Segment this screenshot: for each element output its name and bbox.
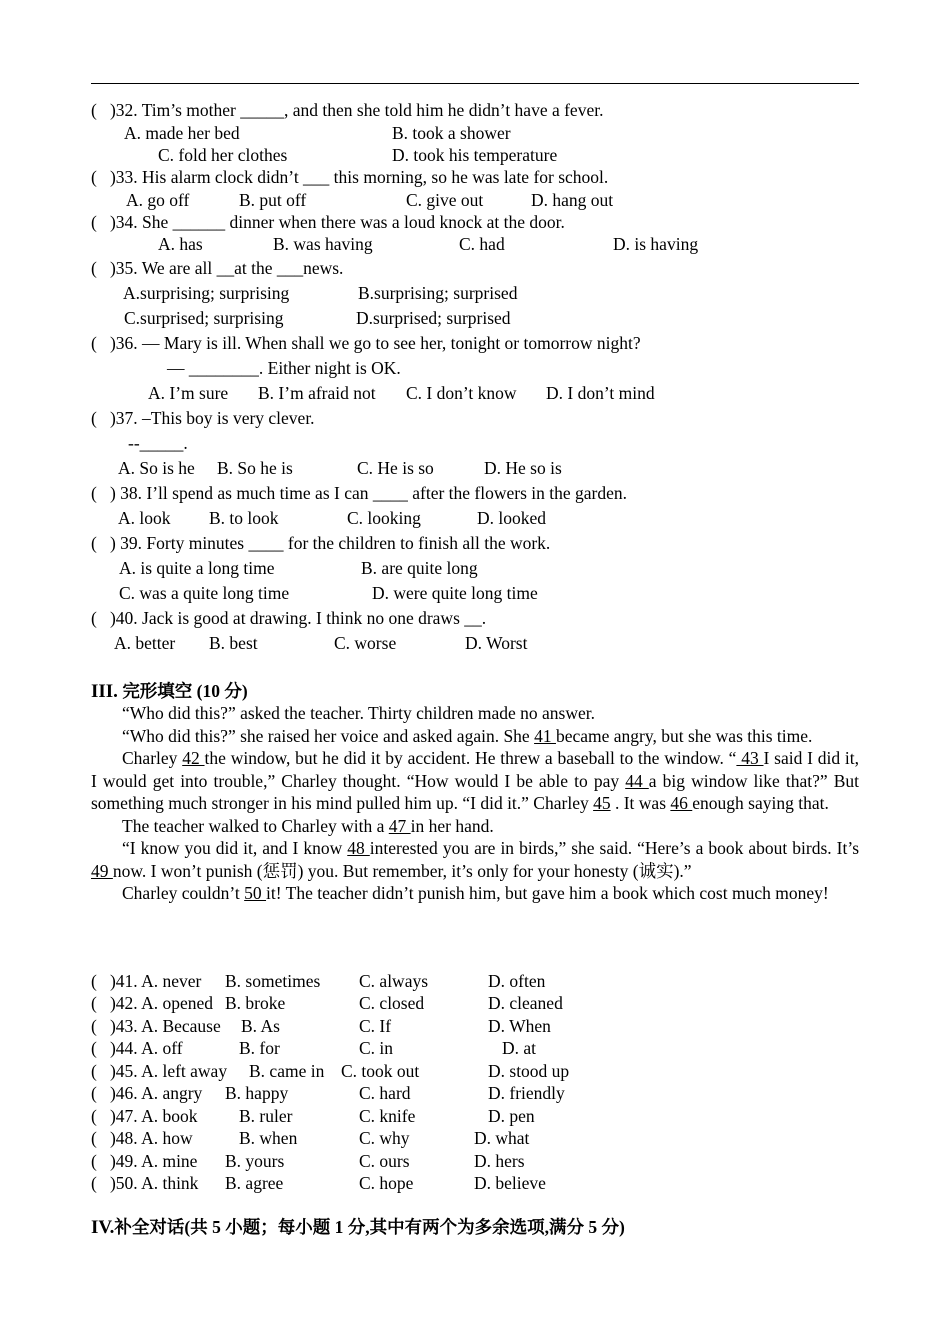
cloze-passage [91, 702, 859, 905]
option-b: B. came in [249, 1061, 325, 1081]
option-c: C. fold her clothes [158, 145, 288, 165]
option-d: D. believe [474, 1173, 546, 1193]
option-b: B. was having [273, 234, 373, 254]
option-c: C. ours [359, 1151, 410, 1171]
passage-paragraph: “I know you did it, and I know 48 interested you are in birds,” she said. “Here’s a book about birds. It’s 49 now. I won’t punish (惩罚) you. But remember, it’s only for your honesty (诚实).” [91, 838, 860, 881]
blank-42: 42 [182, 748, 205, 768]
option-a: A. is quite a long time [119, 558, 275, 578]
option-b: B. happy [225, 1083, 289, 1103]
section-4-heading: IV.补全对话(共 5 小题；每小题 1 分,其中有两个为多余选项,满分 5 分) [91, 1217, 625, 1238]
option-d: D. pen [488, 1106, 535, 1126]
option-d: D. cleaned [488, 993, 563, 1013]
option-d: D. I don’t mind [546, 383, 655, 403]
option-b: B. I’m afraid not [258, 383, 376, 403]
cloze-question-45: ( )45. A. left away [91, 1061, 228, 1081]
option-a: A. has [158, 234, 203, 254]
option-b: B.surprising; surprised [358, 283, 518, 303]
option-c: C. always [359, 971, 429, 991]
header-rule [91, 83, 859, 84]
question-39: ( ) 39. Forty minutes ____ for the children to finish all the work. [91, 533, 551, 553]
option-c: C. knife [359, 1106, 416, 1126]
option-b: B. yours [225, 1151, 285, 1171]
cloze-question-50: ( )50. A. think [91, 1173, 199, 1193]
question-33: ( )33. His alarm clock didn’t ___ this morning, so he was late for school. [91, 167, 609, 187]
blank-47: 47 [388, 815, 411, 836]
option-c: C. If [359, 1016, 392, 1036]
option-a: A. So is he [118, 458, 195, 478]
option-d: D. took his temperature [392, 145, 558, 165]
option-a: A. look [118, 508, 171, 528]
cloze-question-49: ( )49. A. mine [91, 1151, 198, 1171]
question-35: ( )35. We are all __at the ___news. [91, 258, 344, 278]
option-b: B. As [241, 1016, 280, 1036]
option-c: C. in [359, 1038, 394, 1058]
cloze-question-46: ( )46. A. angry [91, 1083, 203, 1103]
blank-41: 41 [534, 725, 556, 746]
section-3-heading: III. 完形填空 (10 分) [91, 681, 248, 702]
option-d: D. He so is [484, 458, 562, 478]
option-c: C. took out [341, 1061, 420, 1081]
option-c: C. closed [359, 993, 425, 1013]
option-c: C. had [459, 234, 505, 254]
question-37-reply: --_____. [128, 433, 188, 453]
question-37: ( )37. –This boy is very clever. [91, 408, 315, 428]
option-d: D. is having [613, 234, 699, 254]
cloze-question-47: ( )47. A. book [91, 1106, 198, 1126]
passage-paragraph: “Who did this?” she raised her voice and asked again. She 41 became angry, but she was this time. [122, 725, 813, 746]
blank-43: 43 [736, 748, 764, 768]
option-c: C. why [359, 1128, 410, 1148]
option-d: D. hang out [531, 190, 614, 210]
option-d: D. When [488, 1016, 551, 1036]
question-36: ( )36. — Mary is ill. When shall we go to see her, tonight or tomorrow night? [91, 333, 641, 353]
option-b: B. best [209, 633, 258, 653]
option-a: A.surprising; surprising [123, 283, 290, 303]
cloze-question-44: ( )44. A. off [91, 1038, 183, 1058]
cloze-question-48: ( )48. A. how [91, 1128, 193, 1148]
blank-46: 46 [670, 793, 693, 813]
option-a: A. made her bed [124, 123, 240, 143]
option-a: A. go off [126, 190, 190, 210]
question-34: ( )34. She ______ dinner when there was a loud knock at the door. [91, 212, 565, 232]
cloze-question-41: ( )41. A. never [91, 971, 202, 991]
option-c: C. give out [406, 190, 484, 210]
question-38: ( ) 38. I’ll spend as much time as I can ____ after the flowers in the garden. [91, 483, 628, 503]
option-c: C. hope [359, 1173, 414, 1193]
option-d: D. were quite long time [372, 583, 538, 603]
option-d: D. stood up [488, 1061, 570, 1081]
option-b: B. So he is [217, 458, 293, 478]
option-b: B. agree [225, 1173, 284, 1193]
option-b: B. to look [209, 508, 279, 528]
option-d: D.surprised; surprised [356, 308, 511, 328]
option-c: C. I don’t know [406, 383, 517, 403]
question-40: ( )40. Jack is good at drawing. I think no one draws __. [91, 608, 487, 628]
option-b: B. sometimes [225, 971, 321, 991]
option-d: D. what [474, 1128, 530, 1148]
option-d: D. hers [474, 1151, 525, 1171]
passage-paragraph: Charley 42 the window, but he did it by accident. He threw a baseball to the window. “ 43 I said I did it, I would get into trouble,” Charley thought. “How would I be able to pay 44 a big window like that?” But something much stronger in his mind pulled him up. “I did it.” Charley 45 . It was 46 enough saying that. [91, 748, 860, 813]
option-b: B. when [239, 1128, 298, 1148]
option-b: B. broke [225, 993, 286, 1013]
blank-45: 45 [593, 793, 611, 813]
blank-50: 50 [244, 883, 267, 903]
option-d: D. looked [477, 508, 547, 528]
option-c: C. worse [334, 633, 397, 653]
option-a: A. better [114, 633, 176, 653]
option-d: D. friendly [488, 1083, 565, 1103]
passage-paragraph: “Who did this?” asked the teacher. Thirty children made no answer. [122, 703, 595, 723]
option-c: C. was a quite long time [119, 583, 290, 603]
option-b: B. for [239, 1038, 280, 1058]
option-d: D. often [488, 971, 546, 991]
passage-paragraph: The teacher walked to Charley with a 47 in her hand. [122, 815, 494, 836]
question-36-reply: — ________. Either night is OK. [167, 358, 401, 378]
blank-44: 44 [625, 770, 649, 791]
passage-paragraph: Charley couldn’t 50 it! The teacher didn’t punish him, but gave him a book which cost much money! [122, 883, 829, 903]
option-b: B. ruler [239, 1106, 293, 1126]
cloze-question-43: ( )43. A. Because [91, 1016, 221, 1036]
cloze-question-42: ( )42. A. opened [91, 993, 213, 1013]
question-32: ( )32. Tim’s mother _____, and then she told him he didn’t have a fever. [91, 100, 604, 120]
option-c: C. looking [347, 508, 421, 528]
option-c: C.surprised; surprising [124, 308, 284, 328]
option-b: B. put off [239, 190, 307, 210]
blank-48: 48 [347, 838, 370, 858]
option-b: B. took a shower [392, 123, 511, 143]
option-b: B. are quite long [361, 558, 478, 578]
option-c: C. He is so [357, 458, 434, 478]
blank-49: 49 [91, 860, 113, 881]
option-a: A. I’m sure [148, 383, 229, 403]
option-d: D. Worst [465, 633, 528, 653]
option-d: D. at [502, 1038, 537, 1058]
option-c: C. hard [359, 1083, 411, 1103]
